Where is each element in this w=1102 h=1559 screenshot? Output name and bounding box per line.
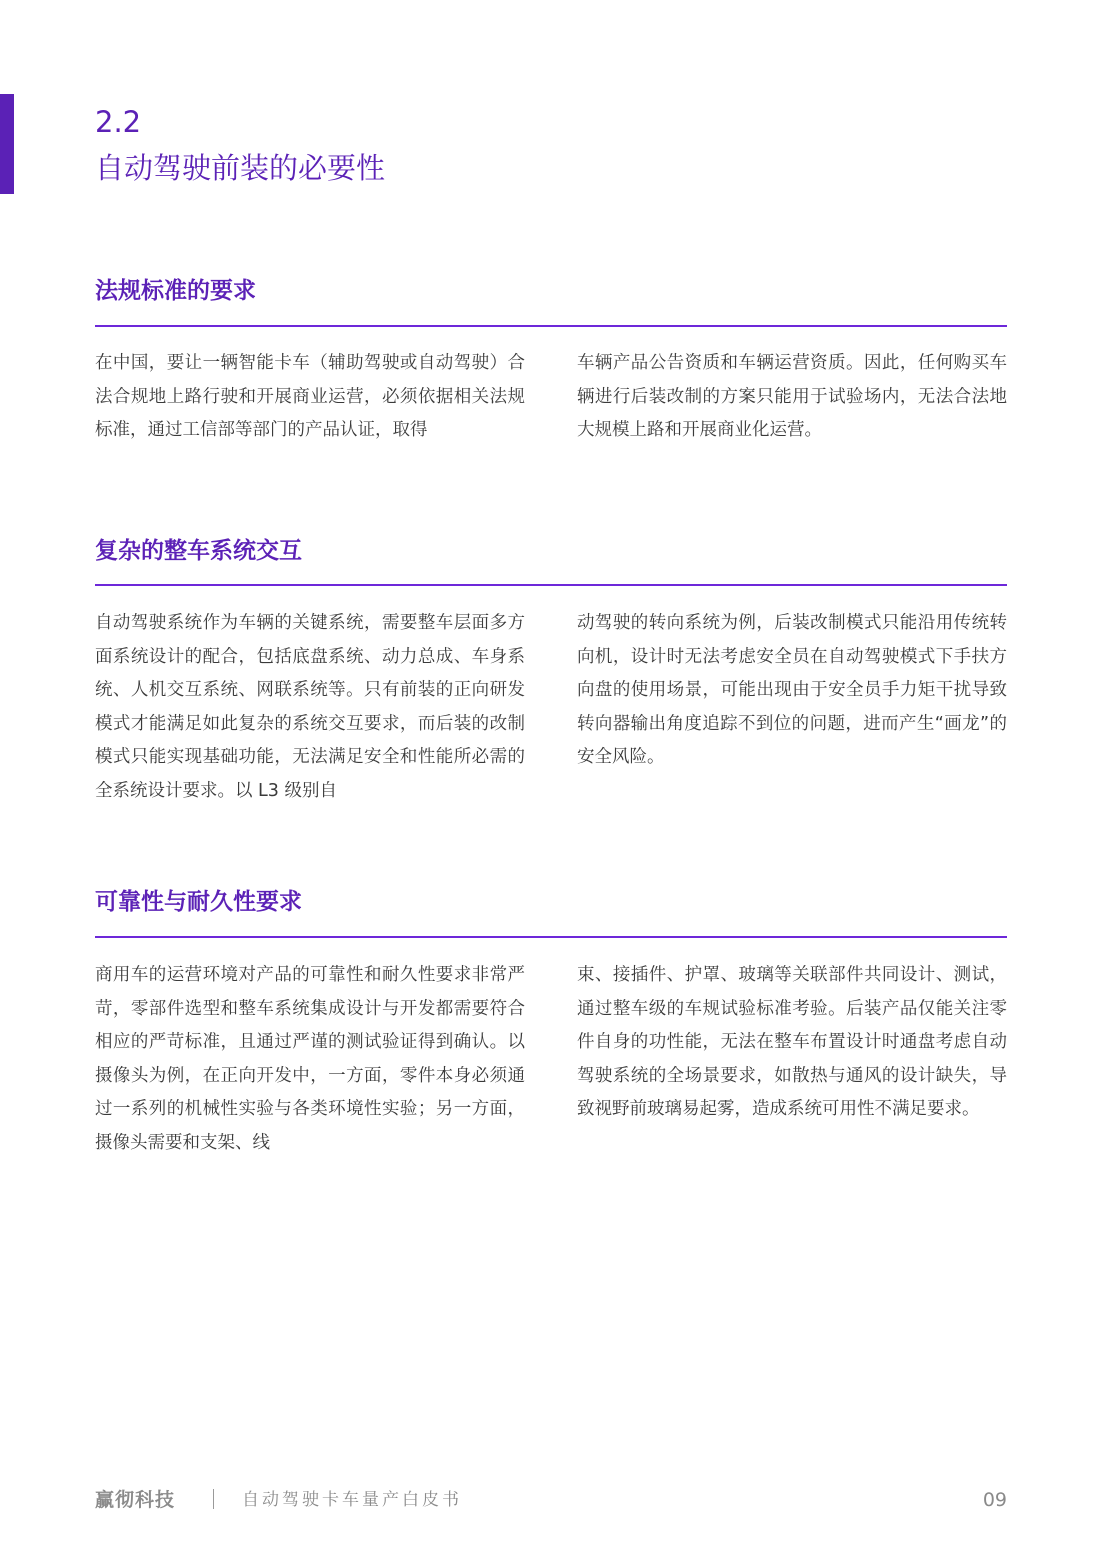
section-text-right: 动驾驶的转向系统为例，后装改制模式只能沿用传统转向机，设计时无法考虑安全员在自动驾驶模式下手扶方向盘的使用场景，可能出现由于安全员手力矩干扰导致转向器输出角度追踪不到位的问题，进而产生“画龙”的安全风险。 (577, 613, 1007, 767)
section-heading: 复杂的整车系统交互 (95, 538, 302, 564)
footer-brand: 赢彻科技 (95, 1489, 176, 1511)
footer-separator (213, 1489, 214, 1509)
chapter-accent-bar (0, 94, 14, 194)
page-footer (95, 1485, 1007, 1515)
section-divider (95, 584, 1007, 586)
section-divider (95, 325, 1007, 327)
section-text-right: 车辆产品公告资质和车辆运营资质。因此，任何购买车辆进行后装改制的方案只能用于试验场内，无法合法地大规模上路和开展商业化运营。 (577, 353, 1007, 440)
section-regulations (95, 276, 1007, 476)
page-number: 09 (982, 1489, 1007, 1511)
footer-document-title: 自动驾驶卡车量产白皮书 (242, 1490, 462, 1510)
section-text-right: 束、接插件、护罩、玻璃等关联部件共同设计、测试，通过整车级的车规试验标准考验。后装产品仅能关注零件自身的功性能，无法在整车布置设计时通盘考虑自动驾驶系统的全场景要求，如散热与通风的设计缺失，导致视野前玻璃易起雾，造成系统可用性不满足要求。 (577, 965, 1007, 1119)
chapter-number: 2.2 (95, 105, 142, 139)
section-heading: 可靠性与耐久性要求 (95, 889, 302, 915)
section-system-interaction (95, 536, 1007, 816)
section-text-left: 自动驾驶系统作为车辆的关键系统，需要整车层面多方面系统设计的配合，包括底盘系统、动力总成、车身系统、人机交互系统、网联系统等。只有前装的正向研发模式才能满足如此复杂的系统交互要求，而后装的改制模式只能实现基础功能，无法满足安全和性能所必需的全系统设计要求。以 L3 级别自 (95, 613, 525, 801)
section-divider (95, 936, 1007, 938)
chapter-title: 自动驾驶前装的必要性 (95, 151, 386, 185)
section-text-left: 商用车的运营环境对产品的可靠性和耐久性要求非常严苛，零部件选型和整车系统集成设计与开发都需要符合相应的严苛标准，且通过严谨的测试验证得到确认。以摄像头为例，在正向开发中，一方面，零件本身必须通过一系列的机械性实验与各类环境性实验；另一方面，摄像头需要和支架、线 (95, 965, 525, 1153)
section-text-left: 在中国，要让一辆智能卡车（辅助驾驶或自动驾驶）合法合规地上路行驶和开展商业运营，必须依据相关法规标准，通过工信部等部门的产品认证，取得 (95, 353, 525, 440)
section-reliability (95, 887, 1007, 1167)
section-heading: 法规标准的要求 (95, 278, 256, 304)
